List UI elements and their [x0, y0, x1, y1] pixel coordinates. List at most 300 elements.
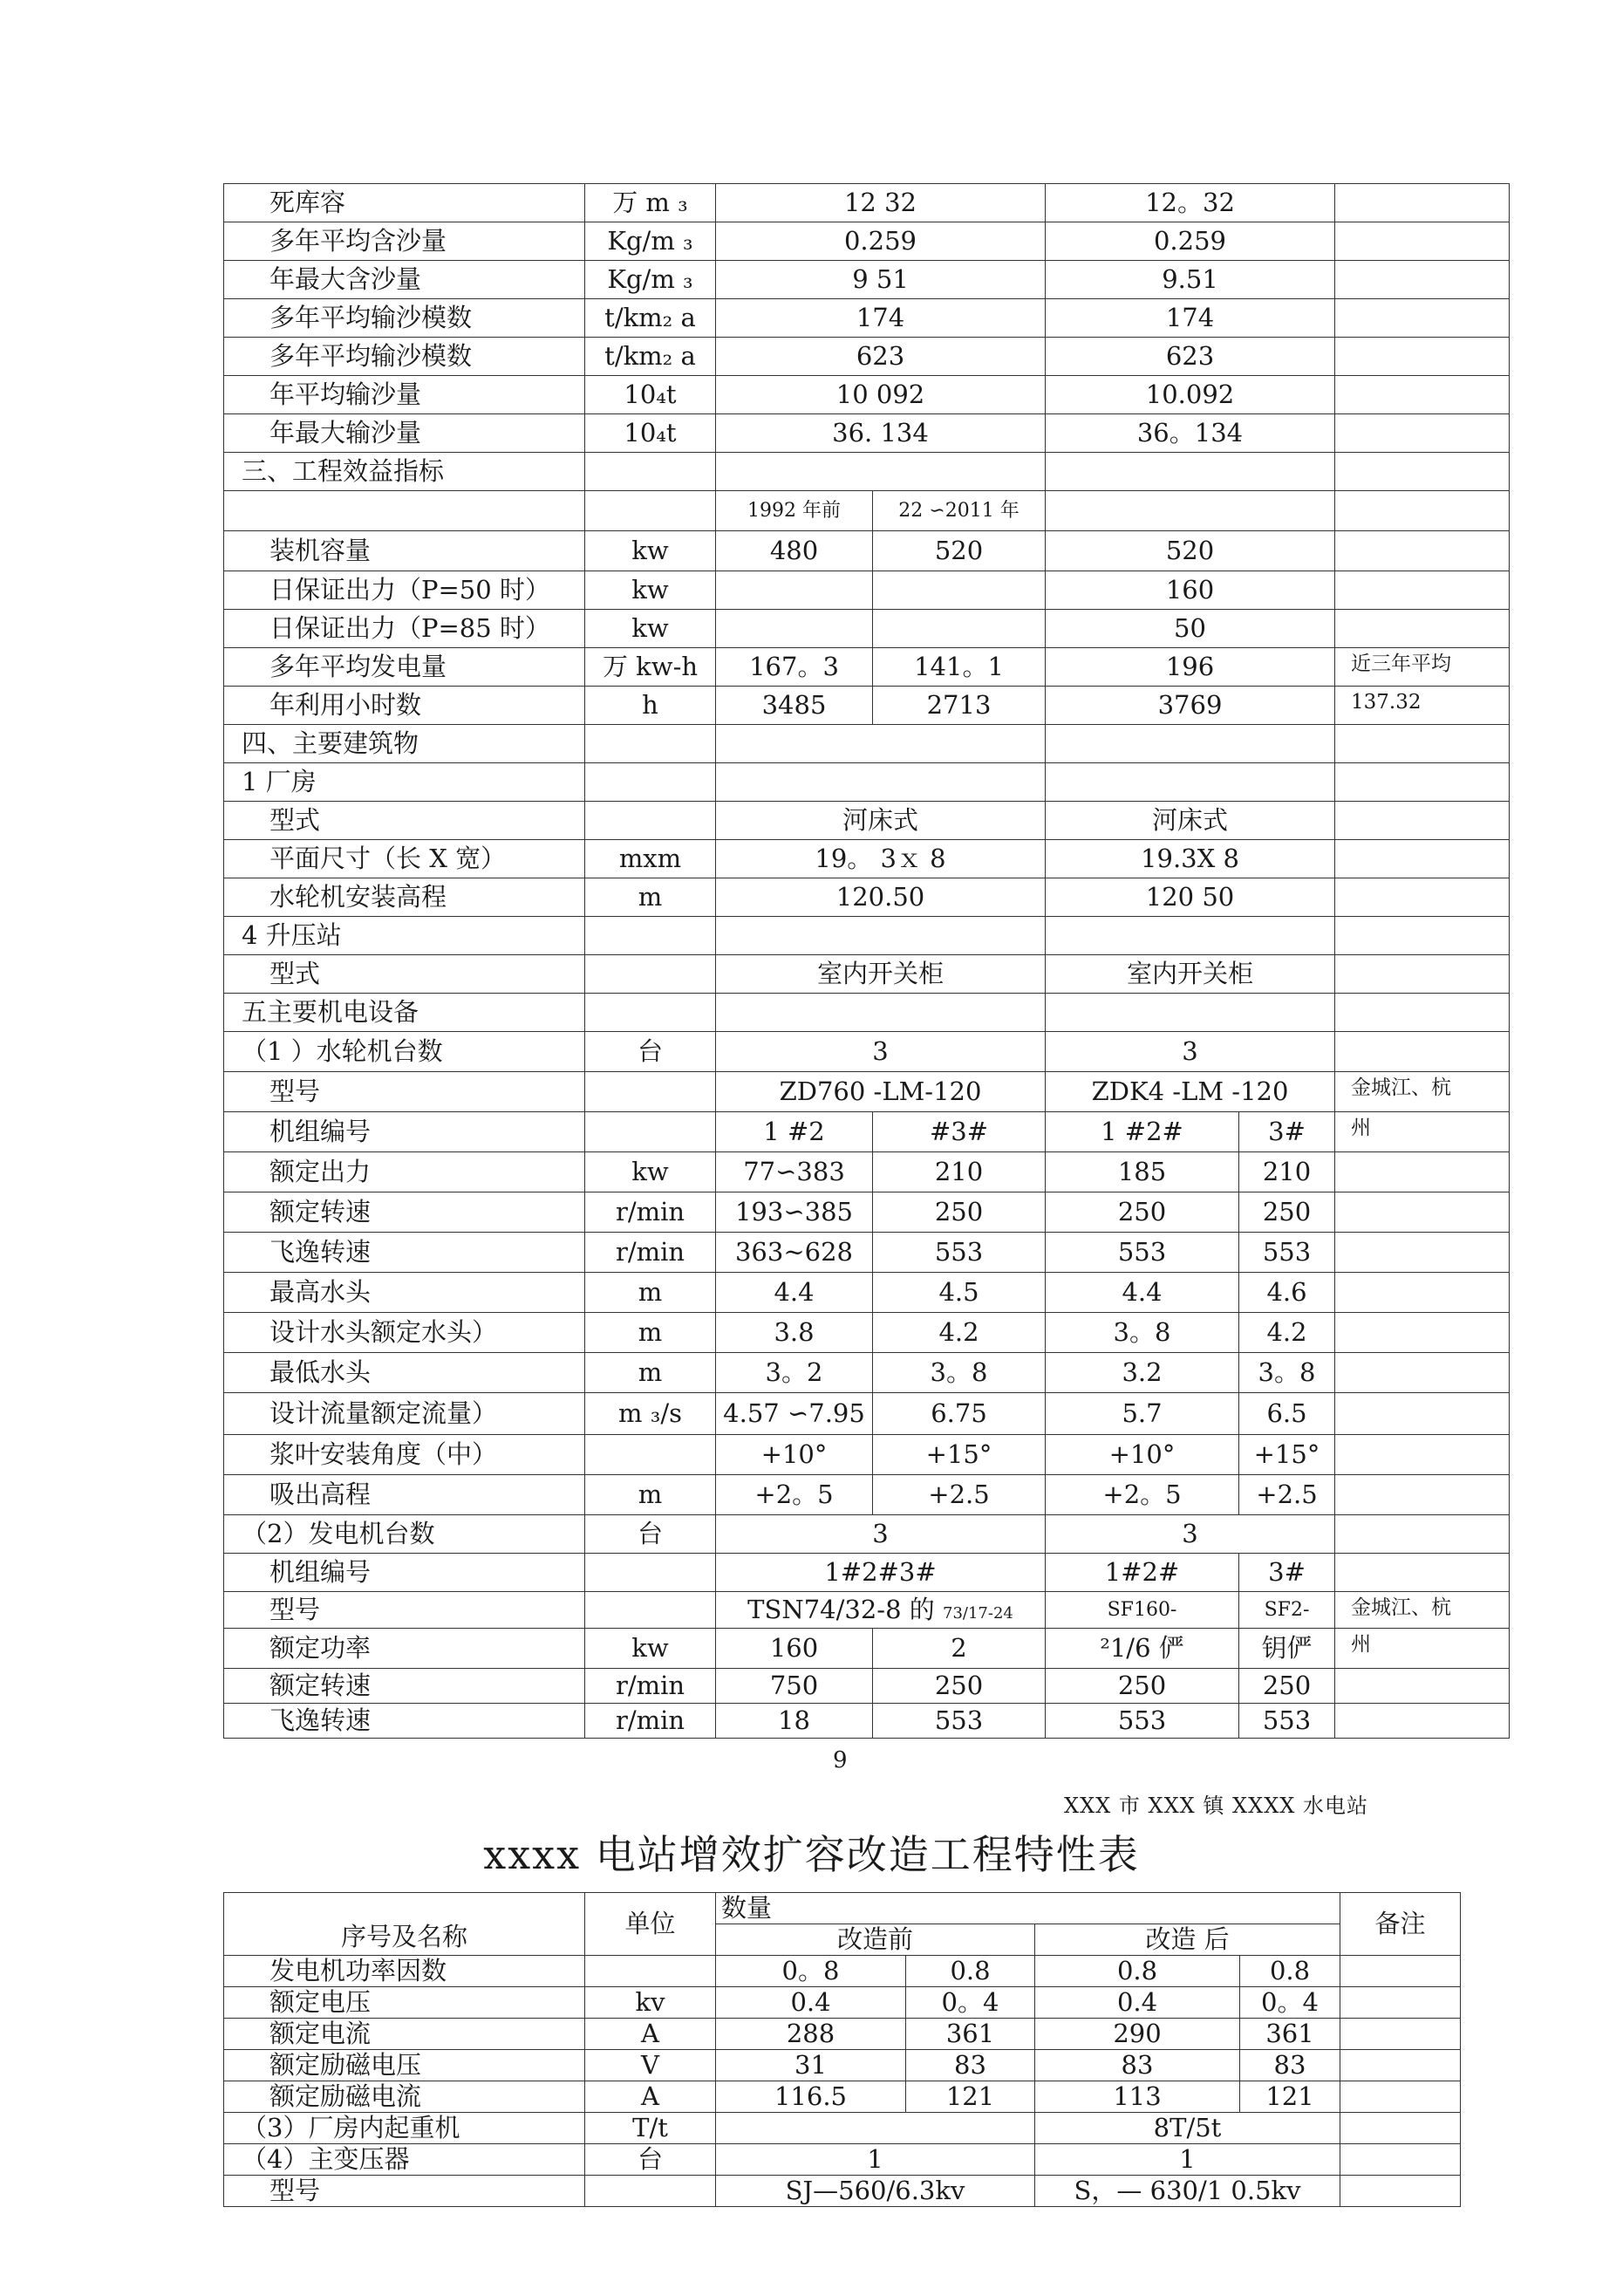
table-row	[224, 491, 1510, 531]
after-a: 185	[1046, 1152, 1239, 1192]
after-b: 钥俨	[1239, 1629, 1335, 1669]
header-name: 序号及名称	[224, 1893, 585, 1956]
after-b: 3。8	[1239, 1353, 1335, 1393]
table-cell	[585, 453, 716, 491]
table-row	[224, 1554, 1510, 1592]
characteristics-table	[223, 1892, 1461, 2207]
crane-value: 8T/5t	[1035, 2113, 1340, 2144]
item-name: 额定功率	[224, 1629, 585, 1669]
before-b: 2	[873, 1629, 1046, 1669]
before-b	[873, 571, 1046, 610]
gen-model-text: TSN74/32-8 的	[747, 1595, 935, 1624]
before-b: 250	[873, 1669, 1046, 1704]
table-row	[224, 1987, 1461, 2019]
item-name: 额定转速	[224, 1192, 585, 1233]
after-a: 250	[1046, 1192, 1239, 1233]
after-b: +15°	[1239, 1435, 1335, 1475]
item-name: 吸出高程	[224, 1475, 585, 1515]
table-cell	[585, 491, 716, 531]
after-b: 0。4	[1240, 1987, 1340, 2019]
before-b: 250	[873, 1192, 1046, 1233]
table-row	[224, 1192, 1510, 1233]
table-row	[224, 1112, 1510, 1152]
table-row	[224, 338, 1510, 376]
table-row	[224, 648, 1510, 687]
before-b: 553	[873, 1233, 1046, 1273]
table-row	[224, 1592, 1510, 1629]
note-cell: 金城江、杭	[1335, 1072, 1510, 1112]
before-value: 室内开关柜	[716, 955, 1046, 994]
table-row	[224, 763, 1510, 802]
before-b: 3。8	[873, 1353, 1046, 1393]
table-row	[224, 184, 1510, 222]
after-value: 36。134	[1046, 414, 1335, 453]
after-value: 3	[1046, 1515, 1335, 1554]
after-a: 4.4	[1046, 1273, 1239, 1313]
unit-cell: T/t	[585, 2113, 716, 2144]
item-name: 最低水头	[224, 1353, 585, 1393]
after-b: 250	[1239, 1192, 1335, 1233]
after-b: 3#	[1239, 1112, 1335, 1152]
before-value: 10 092	[716, 376, 1046, 414]
table-row	[224, 917, 1510, 955]
item-name: 额定电压	[224, 1987, 585, 2019]
table-row	[224, 610, 1510, 648]
item-name: 额定电流	[224, 2019, 585, 2050]
note-cell	[1335, 414, 1510, 453]
table-row	[224, 878, 1510, 917]
after-a: SF160-	[1046, 1592, 1239, 1629]
table-cell	[1335, 917, 1510, 955]
after-a: 553	[1046, 1233, 1239, 1273]
after-b: +2.5	[1239, 1475, 1335, 1515]
before-a: 363~628	[716, 1233, 873, 1273]
unit-cell: m	[585, 1313, 716, 1353]
after-b: 4.6	[1239, 1273, 1335, 1313]
before-b: 520	[873, 531, 1046, 571]
table-row	[224, 531, 1510, 571]
unit-cell: m ₃/s	[585, 1393, 716, 1435]
table-cell	[585, 917, 716, 955]
table-cell	[1340, 2081, 1461, 2113]
before-value: 120.50	[716, 878, 1046, 917]
after-value: 室内开关柜	[1046, 955, 1335, 994]
table-cell	[716, 2113, 1035, 2144]
note-cell	[1335, 571, 1510, 610]
after-value: 520	[1046, 531, 1335, 571]
note-cell	[1335, 299, 1510, 338]
table-cell	[1335, 840, 1510, 878]
after-value: S，— 630/1 0.5kv	[1035, 2176, 1340, 2207]
gen-model-small: 73/17-24	[943, 1604, 1013, 1623]
before-value: 174	[716, 299, 1046, 338]
table-row	[224, 725, 1510, 763]
unit-cell: 万 kw-h	[585, 648, 716, 687]
header-quantity: 数量	[716, 1893, 1340, 1924]
subsection-heading: 4 升压站	[224, 917, 585, 955]
after-value: 160	[1046, 571, 1335, 610]
after-value: 12。32	[1046, 184, 1335, 222]
item-name: 年最大输沙量	[224, 414, 585, 453]
after-b: 210	[1239, 1152, 1335, 1192]
table-row	[224, 1515, 1510, 1554]
table-cell	[585, 955, 716, 994]
table-row	[224, 414, 1510, 453]
item-name: 发电机功率因数	[224, 1956, 585, 1987]
table-cell	[585, 2176, 716, 2207]
before-value: 河床式	[716, 802, 1046, 840]
before-value: 1#2#3#	[716, 1554, 1046, 1592]
table-cell	[716, 453, 1046, 491]
item-name: 额定励磁电流	[224, 2081, 585, 2113]
after-a: 250	[1046, 1669, 1239, 1704]
note-cell: 137.32	[1335, 687, 1510, 725]
before-value: 1	[716, 2144, 1035, 2176]
item-name: 额定转速	[224, 1669, 585, 1704]
unit-cell: r/min	[585, 1669, 716, 1704]
table-row	[224, 1032, 1510, 1072]
table-row	[224, 2019, 1461, 2050]
after-value: 623	[1046, 338, 1335, 376]
unit-cell: A	[585, 2019, 716, 2050]
before-b: 6.75	[873, 1393, 1046, 1435]
table-row	[224, 2050, 1461, 2081]
unit-cell	[585, 802, 716, 840]
item-name: 水轮机安装高程	[224, 878, 585, 917]
before-a: 0.4	[716, 1987, 906, 2019]
table-cell	[1335, 878, 1510, 917]
table-row	[224, 1704, 1510, 1739]
note-cell	[1335, 376, 1510, 414]
after-value: 10.092	[1046, 376, 1335, 414]
note-cell: 近三年平均	[1335, 648, 1510, 687]
table-row	[224, 1353, 1510, 1393]
table-cell	[716, 917, 1046, 955]
table-cell	[1046, 491, 1335, 531]
after-value: 1	[1035, 2144, 1340, 2176]
note-cell	[1335, 222, 1510, 261]
after-b: 121	[1240, 2081, 1340, 2113]
section-heading: 四、主要建筑物	[224, 725, 585, 763]
after-a: +10°	[1046, 1435, 1239, 1475]
table-row	[224, 802, 1510, 840]
unit-cell: 万 m ₃	[585, 184, 716, 222]
after-b: SF2-	[1239, 1592, 1335, 1629]
note-cell	[1335, 610, 1510, 648]
item-name: 多年平均输沙模数	[224, 338, 585, 376]
table-cell	[1335, 1032, 1510, 1072]
after-value: 19.3X 8	[1046, 840, 1335, 878]
unit-cell: mxm	[585, 840, 716, 878]
before-b: 141。1	[873, 648, 1046, 687]
table-cell	[716, 763, 1046, 802]
after-a: 1 #2#	[1046, 1112, 1239, 1152]
unit-cell: Kg/m ₃	[585, 222, 716, 261]
before-b: 0.8	[906, 1956, 1035, 1987]
note-cell	[1335, 1273, 1510, 1313]
before-a: +10°	[716, 1435, 873, 1475]
item-name: 额定出力	[224, 1152, 585, 1192]
note-cell: 金城江、杭	[1335, 1592, 1510, 1629]
table-row	[224, 1629, 1510, 1669]
before-b: 121	[906, 2081, 1035, 2113]
item-name: 机组编号	[224, 1554, 585, 1592]
header-unit: 单位	[585, 1893, 716, 1956]
item-name: 日保证出力（P=50 时）	[224, 571, 585, 610]
table-row	[224, 955, 1510, 994]
after-b: 553	[1239, 1233, 1335, 1273]
after-b: 4.2	[1239, 1313, 1335, 1353]
after-a: 1#2#	[1046, 1554, 1239, 1592]
item-name: （2）发电机台数	[224, 1515, 585, 1554]
before-a: 4.57 ∽7.95	[716, 1393, 873, 1435]
item-name: 年最大含沙量	[224, 261, 585, 299]
before-b: 4.5	[873, 1273, 1046, 1313]
item-name: 型式	[224, 802, 585, 840]
unit-cell: 台	[585, 1515, 716, 1554]
table-cell	[1046, 453, 1335, 491]
note-cell	[1335, 261, 1510, 299]
before-value: 12 32	[716, 184, 1046, 222]
item-name: 浆叶安装角度（中）	[224, 1435, 585, 1475]
note-cell: 州	[1335, 1112, 1510, 1152]
header-note: 备注	[1340, 1893, 1461, 1956]
after-a: 113	[1035, 2081, 1240, 2113]
table-cell	[1335, 491, 1510, 531]
table-row	[224, 1233, 1510, 1273]
before-a: 116.5	[716, 2081, 906, 2113]
page-number: 9	[833, 1747, 848, 1773]
table-cell	[716, 994, 1046, 1032]
table-cell	[1340, 1956, 1461, 1987]
table-cell	[224, 491, 585, 531]
before-b: 83	[906, 2050, 1035, 2081]
item-name: 型式	[224, 955, 585, 994]
period-after: 22 ∽2011 年	[873, 491, 1046, 531]
item-name: 飞逸转速	[224, 1704, 585, 1739]
item-name: 多年平均发电量	[224, 648, 585, 687]
unit-cell: h	[585, 687, 716, 725]
after-a: 5.7	[1046, 1393, 1239, 1435]
before-a: +2。5	[716, 1475, 873, 1515]
gen-model-before	[716, 1592, 1046, 1629]
table-cell	[585, 763, 716, 802]
note-cell	[1335, 531, 1510, 571]
item-name: 死库容	[224, 184, 585, 222]
turbine-model-before: ZD760 -LM-120	[716, 1072, 1046, 1112]
unit-cell: t/km₂ a	[585, 299, 716, 338]
unit-cell: r/min	[585, 1192, 716, 1233]
before-b: 2713	[873, 687, 1046, 725]
before-value: 19。 3ｘ 8	[716, 840, 1046, 878]
table-cell	[1046, 917, 1335, 955]
item-name: 最高水头	[224, 1273, 585, 1313]
after-value: 3769	[1046, 687, 1335, 725]
after-b: 250	[1239, 1669, 1335, 1704]
table-row	[224, 2113, 1461, 2144]
table-row	[224, 1152, 1510, 1192]
before-a: 480	[716, 531, 873, 571]
before-a: 288	[716, 2019, 906, 2050]
item-name: 设计水头额定水头）	[224, 1313, 585, 1353]
before-b: +15°	[873, 1435, 1046, 1475]
unit-cell: m	[585, 1273, 716, 1313]
table-row	[224, 1273, 1510, 1313]
period-before: 1992 年前	[716, 491, 873, 531]
item-name: 型号	[224, 1072, 585, 1112]
unit-cell: Kg/m ₃	[585, 261, 716, 299]
table-cell	[1340, 1987, 1461, 2019]
after-a: 83	[1035, 2050, 1240, 2081]
section-heading: 三、工程效益指标	[224, 453, 585, 491]
note-cell	[1335, 1233, 1510, 1273]
unit-cell: kw	[585, 571, 716, 610]
unit-cell: r/min	[585, 1233, 716, 1273]
before-b: #3#	[873, 1112, 1046, 1152]
item-name: 机组编号	[224, 1112, 585, 1152]
item-name: 年利用小时数	[224, 687, 585, 725]
before-value: 3	[716, 1515, 1046, 1554]
note-cell	[1335, 1475, 1510, 1515]
after-b: 553	[1239, 1704, 1335, 1739]
after-b: 3#	[1239, 1554, 1335, 1592]
unit-cell: m	[585, 1353, 716, 1393]
table-row	[224, 453, 1510, 491]
before-a: 160	[716, 1629, 873, 1669]
table-cell	[1335, 802, 1510, 840]
unit-cell: kv	[585, 1987, 716, 2019]
unit-cell: 10₄t	[585, 376, 716, 414]
item-name: （4）主变压器	[224, 2144, 585, 2176]
table-row	[224, 1393, 1510, 1435]
note-cell	[1335, 1152, 1510, 1192]
table-cell	[1335, 1554, 1510, 1592]
item-name: 额定励磁电压	[224, 2050, 585, 2081]
before-a: 750	[716, 1669, 873, 1704]
table-row	[224, 687, 1510, 725]
unit-cell: V	[585, 2050, 716, 2081]
after-a: 0.4	[1035, 1987, 1240, 2019]
before-value: SJ—560/6.3kv	[716, 2176, 1035, 2207]
table-cell	[585, 1072, 716, 1112]
table-cell	[1340, 2113, 1461, 2144]
item-name: 多年平均输沙模数	[224, 299, 585, 338]
unit-cell: t/km₂ a	[585, 338, 716, 376]
item-name: 设计流量额定流量）	[224, 1393, 585, 1435]
table-row	[224, 994, 1510, 1032]
after-value: 9.51	[1046, 261, 1335, 299]
note-cell	[1335, 1353, 1510, 1393]
table-cell	[585, 1592, 716, 1629]
note-cell	[1335, 1704, 1510, 1739]
before-a: 4.4	[716, 1273, 873, 1313]
after-a: +2。5	[1046, 1475, 1239, 1515]
after-a: 290	[1035, 2019, 1240, 2050]
after-b: 83	[1240, 2050, 1340, 2081]
before-b: 361	[906, 2019, 1035, 2050]
table-cell	[1335, 725, 1510, 763]
table-row	[224, 261, 1510, 299]
table-row	[224, 222, 1510, 261]
note-cell	[1335, 1393, 1510, 1435]
note-cell	[1335, 184, 1510, 222]
after-value: 120 50	[1046, 878, 1335, 917]
unit-cell	[585, 1112, 716, 1152]
document-title: xxxx 电站增效扩容改造工程特性表	[483, 1831, 1140, 1878]
after-a: ²1/6 俨	[1046, 1629, 1239, 1669]
table-row	[224, 376, 1510, 414]
before-value: 36. 134	[716, 414, 1046, 453]
after-value: 196	[1046, 648, 1335, 687]
note-cell	[1335, 1669, 1510, 1704]
unit-cell: r/min	[585, 1704, 716, 1739]
unit-cell: kw	[585, 610, 716, 648]
note-cell	[1335, 1435, 1510, 1475]
before-value: 0.259	[716, 222, 1046, 261]
table-row	[224, 1669, 1510, 1704]
table-row	[224, 840, 1510, 878]
table-cell	[1340, 2019, 1461, 2050]
before-a: 193∽385	[716, 1192, 873, 1233]
before-value: 9 51	[716, 261, 1046, 299]
before-b	[873, 610, 1046, 648]
section-heading: 五主要机电设备	[224, 994, 585, 1032]
before-a: 3485	[716, 687, 873, 725]
before-b: 210	[873, 1152, 1046, 1192]
unit-cell: kw	[585, 1629, 716, 1669]
before-a	[716, 571, 873, 610]
item-name: 日保证出力（P=85 时）	[224, 610, 585, 648]
unit-cell: 10₄t	[585, 414, 716, 453]
before-a: 3.8	[716, 1313, 873, 1353]
table-cell	[1335, 763, 1510, 802]
table-row	[224, 571, 1510, 610]
table-cell	[1335, 453, 1510, 491]
after-b: 361	[1240, 2019, 1340, 2050]
unit-cell: kw	[585, 531, 716, 571]
table-cell	[1335, 955, 1510, 994]
before-b: +2.5	[873, 1475, 1046, 1515]
table-cell	[585, 1554, 716, 1592]
before-a: 77∽383	[716, 1152, 873, 1192]
table-cell	[585, 725, 716, 763]
header-after: 改造 后	[1035, 1924, 1340, 1956]
table-cell	[1340, 2144, 1461, 2176]
station-name: XXX 市 XXX 镇 XXXX 水电站	[1064, 1794, 1369, 1818]
table-cell	[1340, 2176, 1461, 2207]
after-value: 174	[1046, 299, 1335, 338]
characteristics-table-continued	[223, 183, 1510, 1739]
table-row	[224, 1475, 1510, 1515]
table-header-row	[224, 1893, 1461, 1924]
before-b: 4.2	[873, 1313, 1046, 1353]
unit-cell	[585, 1956, 716, 1987]
item-name: 飞逸转速	[224, 1233, 585, 1273]
table-cell	[1046, 725, 1335, 763]
before-a: 31	[716, 2050, 906, 2081]
after-a: 3.2	[1046, 1353, 1239, 1393]
unit-cell: 台	[585, 2144, 716, 2176]
table-row	[224, 2176, 1461, 2207]
before-a: 0。8	[716, 1956, 906, 1987]
before-value: 623	[716, 338, 1046, 376]
after-value: 河床式	[1046, 802, 1335, 840]
before-b: 553	[873, 1704, 1046, 1739]
unit-cell: kw	[585, 1152, 716, 1192]
unit-cell: m	[585, 1475, 716, 1515]
table-cell	[1340, 2050, 1461, 2081]
table-row	[224, 2081, 1461, 2113]
